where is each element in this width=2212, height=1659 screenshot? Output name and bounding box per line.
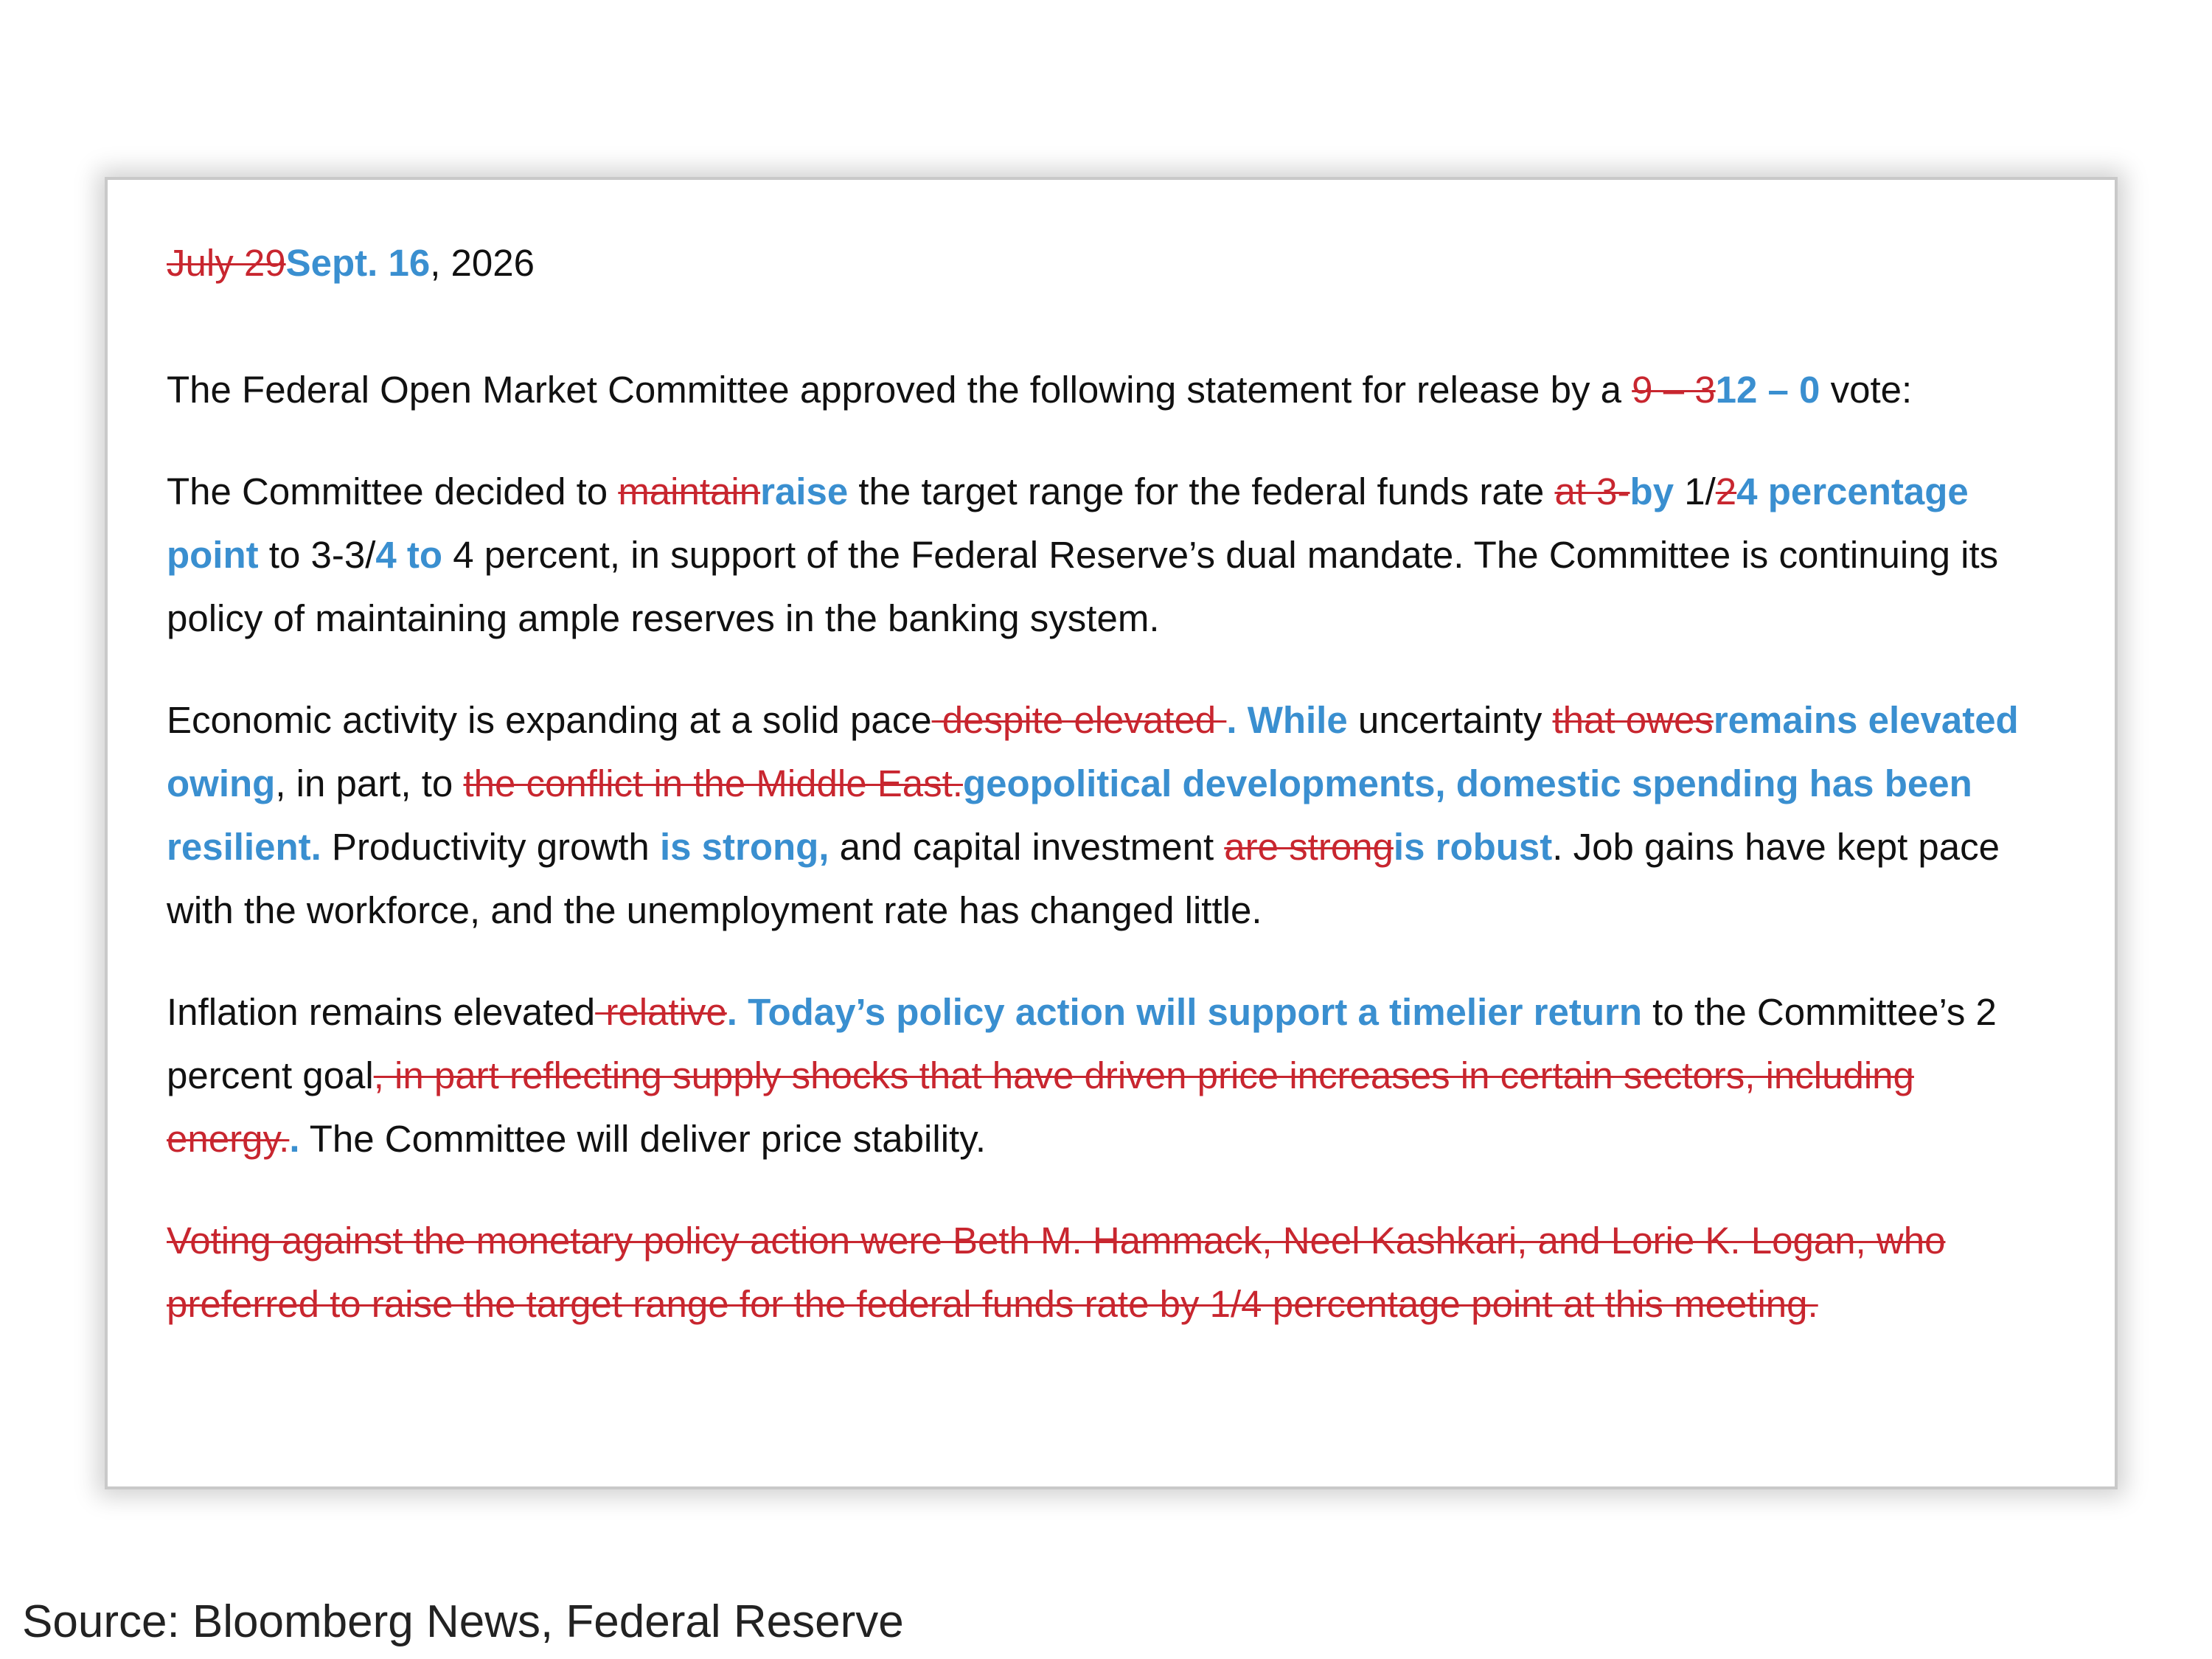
statement-text: Economic activity is expanding at a solid pace [167,699,932,741]
statement-text: 1/ [1674,470,1716,512]
inserted-text: is robust [1393,826,1553,868]
inserted-text: raise [760,470,849,512]
statement-text: the target range for the federal funds rate [848,470,1555,512]
deleted-text: despite elevated [931,699,1227,741]
deleted-text: relative [595,991,727,1033]
statement-text: to the Committee’s 2 percent goal [167,991,1997,1096]
inserted-text: . While [1226,699,1348,741]
statement-text: and capital investment [829,826,1225,868]
deleted-text: at 3- [1554,470,1630,512]
economic-activity-paragraph [167,689,2056,942]
statement-text: The Committee will deliver price stability. [299,1118,987,1160]
inserted-text: is strong, [659,826,830,868]
vote-paragraph [167,358,2056,422]
deleted-text: the conflict in the Middle East. [463,762,963,804]
inserted-text: by [1630,470,1674,512]
inserted-text: 4 to [375,534,443,576]
statement-text: . Job gains have kept pace with the workforce, and the unemployment rate has changed little. [167,826,2000,931]
deleted-text: 2 [1715,470,1737,512]
inserted-text: geopolitical developments, domestic spending has been resilient. [167,762,1972,868]
inserted-text: remains elevated owing [167,699,2019,804]
statement-text: , in part, to [275,762,464,804]
inflation-paragraph [167,981,2056,1171]
deleted-text: are strong [1224,826,1394,868]
inserted-text: . Today’s policy action will support a timelier return [726,991,1642,1033]
statement-text: The Committee decided to [167,470,619,512]
deleted-text: Voting against the monetary policy action were Beth M. Hammack, Neel Kashkari, and Lorie K. Logan, who preferred to raise the target range for the federal funds rate by 1/4 percentage point at this meeting. [167,1220,1946,1325]
inserted-text: Sept. 16 [285,242,431,284]
deleted-text: July 29 [167,242,286,284]
statement-text: The Federal Open Market Committee approved the following statement for release by a [167,369,1632,411]
deleted-text: , in part reflecting supply shocks that have driven price increases in certain sectors, including energy. [167,1054,1914,1160]
statement-date [167,232,2056,295]
inserted-text: . [289,1118,300,1160]
source-note: Source: Bloomberg News, Federal Reserve [22,1596,904,1647]
statement-text: vote: [1820,369,1913,411]
deleted-text: that owes [1552,699,1714,741]
statement-document [105,177,2118,1489]
statement-text: Productivity growth [321,826,660,868]
statement-text: 4 percent, in support of the Federal Reserve’s dual mandate. The Committee is continuing its policy of maintaining ample reserves in the banking system. [167,534,1999,639]
deleted-text: maintain [618,470,761,512]
inserted-text: 4 percentage point [167,470,1969,576]
statement-text: uncertainty [1347,699,1553,741]
statement-text: , 2026 [430,242,535,284]
dissent-paragraph [167,1209,2056,1336]
inserted-text: 12 – 0 [1715,369,1820,411]
deleted-text: 9 – 3 [1632,369,1716,411]
statement-text: to 3-3/ [258,534,376,576]
rate-decision-paragraph [167,460,2056,650]
statement-text: Inflation remains elevated [167,991,596,1033]
